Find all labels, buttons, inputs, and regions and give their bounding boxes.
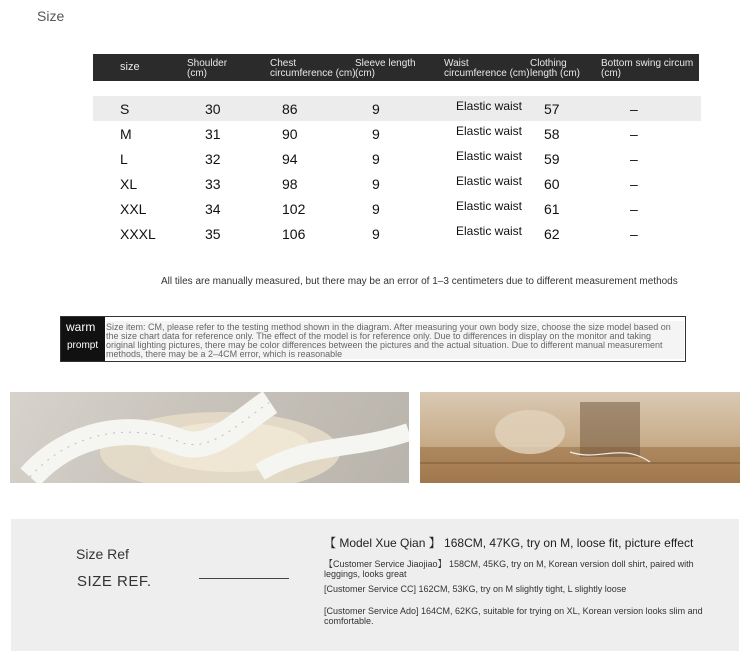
cell-bottom: – bbox=[630, 101, 638, 117]
cell-chest: 86 bbox=[282, 101, 298, 117]
cell-bottom: – bbox=[630, 226, 638, 242]
header-sleeve: Sleeve length (cm) bbox=[355, 58, 416, 79]
cell-shoulder: 30 bbox=[205, 101, 221, 117]
warm-prompt-text: Size item: CM, please refer to the testing method shown in the diagram. After measuring your own body size, choose the size model based on the size chart data for reference only. The effect of the model is for reference only. Due to differences in display on the monitor and taking original lighting pictures, there may be color differences between the pictures and the actual situation. Due to different manual measurement methods, there may be a 2–4CM error, which is reasonable bbox=[106, 321, 684, 359]
header-shoulder: Shoulder (cm) bbox=[187, 58, 228, 79]
cell-sleeve: 9 bbox=[372, 201, 380, 217]
cell-waist: Elastic waist bbox=[456, 199, 523, 213]
cell-length: 62 bbox=[544, 226, 560, 242]
table-row bbox=[93, 121, 701, 146]
cell-waist: Elastic waist bbox=[456, 174, 523, 188]
size-ref-title: Size Ref bbox=[76, 546, 129, 562]
table-row bbox=[93, 171, 701, 196]
size-ref-subtitle: SIZE REF. bbox=[77, 573, 152, 590]
ref-line-cc: [Customer Service CC] 162CM, 53KG, try on M slightly tight, L slightly loose bbox=[324, 584, 627, 594]
cell-bottom: – bbox=[630, 151, 638, 167]
header-length: Clothing length (cm) bbox=[530, 58, 581, 79]
cell-sleeve: 9 bbox=[372, 176, 380, 192]
header-waist: Waist circumference (cm) bbox=[444, 58, 530, 79]
table-row bbox=[93, 196, 701, 221]
cell-chest: 106 bbox=[282, 226, 306, 242]
cell-shoulder: 32 bbox=[205, 151, 221, 167]
cell-size: L bbox=[120, 151, 128, 167]
cell-waist: Elastic waist bbox=[456, 124, 523, 138]
cell-sleeve: 9 bbox=[372, 126, 380, 142]
cell-sleeve: 9 bbox=[372, 226, 380, 242]
divider-line bbox=[199, 578, 289, 579]
cell-shoulder: 34 bbox=[205, 201, 221, 217]
cell-waist: Elastic waist bbox=[456, 99, 523, 113]
cell-size: M bbox=[120, 126, 132, 142]
tape-measure-photo bbox=[10, 392, 409, 483]
cell-shoulder: 31 bbox=[205, 126, 221, 142]
cell-length: 57 bbox=[544, 101, 560, 117]
cell-bottom: – bbox=[630, 126, 638, 142]
cell-size: XL bbox=[120, 176, 138, 192]
cell-waist: Elastic waist bbox=[456, 224, 523, 238]
table-row bbox=[93, 146, 701, 171]
cell-size: XXXL bbox=[120, 226, 156, 242]
cell-size: XXL bbox=[120, 201, 147, 217]
cell-chest: 90 bbox=[282, 126, 298, 142]
table-row bbox=[93, 96, 701, 121]
ref-line-ado: [Customer Service Ado] 164CM, 62KG, suitable for trying on XL, Korean version looks slim and comfortable. bbox=[324, 606, 703, 626]
cell-chest: 94 bbox=[282, 151, 298, 167]
sewing-machine-photo bbox=[420, 392, 740, 483]
warm-prompt-box bbox=[60, 316, 686, 362]
cell-length: 61 bbox=[544, 201, 560, 217]
cell-waist: Elastic waist bbox=[456, 149, 523, 163]
cell-length: 58 bbox=[544, 126, 560, 142]
cell-bottom: – bbox=[630, 201, 638, 217]
measurement-note: All tiles are manually measured, but there may be an error of 1–3 centimeters due to different measurement methods bbox=[161, 276, 678, 287]
header-size: size bbox=[120, 61, 140, 73]
cell-bottom: – bbox=[630, 176, 638, 192]
model-ref-line: 【 Model Xue Qian 】 168CM, 47KG, try on M, loose fit, picture effect bbox=[324, 536, 694, 550]
page-title: Size bbox=[37, 8, 65, 24]
cell-size: S bbox=[120, 101, 130, 117]
size-table-header bbox=[93, 54, 699, 81]
table-row bbox=[93, 221, 701, 246]
header-bottom: Bottom swing circum (cm) bbox=[601, 58, 694, 79]
cell-shoulder: 35 bbox=[205, 226, 221, 242]
cell-chest: 102 bbox=[282, 201, 306, 217]
ref-line-jiaojiao: 【Customer Service Jiaojiao】 158CM, 45KG, try on M, Korean version doll shirt, paired with leggings, looks great bbox=[324, 559, 694, 579]
cell-length: 59 bbox=[544, 151, 560, 167]
cell-chest: 98 bbox=[282, 176, 298, 192]
cell-sleeve: 9 bbox=[372, 151, 380, 167]
cell-shoulder: 33 bbox=[205, 176, 221, 192]
warm-prompt-label: warm prompt bbox=[61, 317, 105, 361]
cell-length: 60 bbox=[544, 176, 560, 192]
cell-sleeve: 9 bbox=[372, 101, 380, 117]
header-chest: Chest circumference (cm) bbox=[270, 58, 356, 79]
